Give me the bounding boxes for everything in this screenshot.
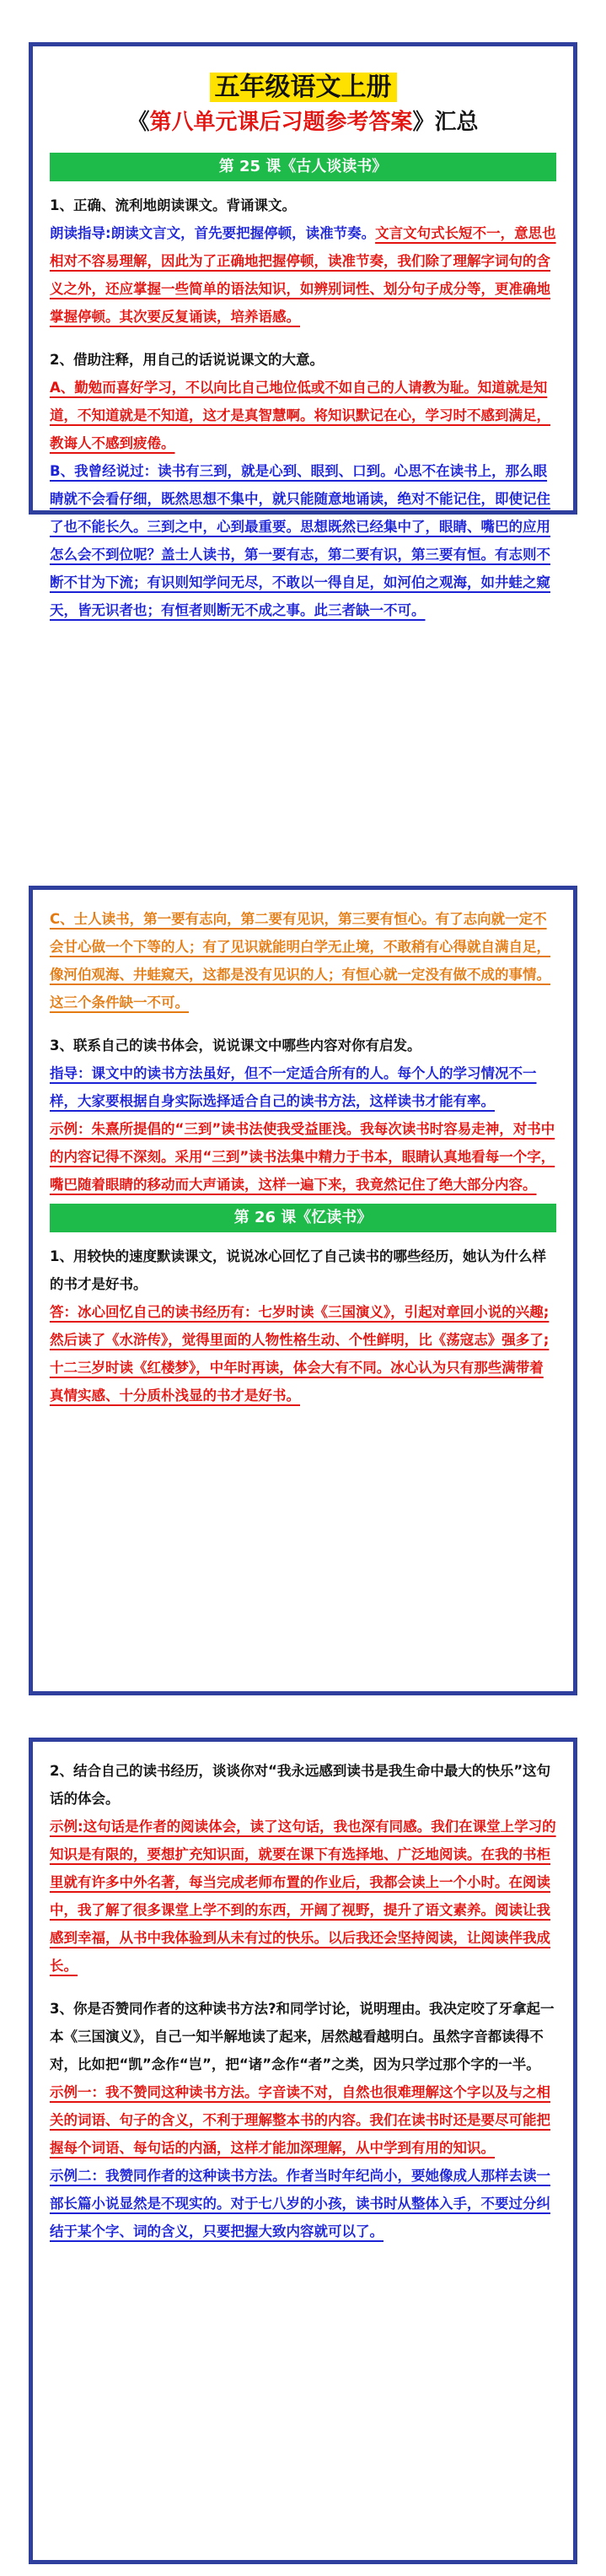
page-subtitle [50, 105, 556, 139]
subtitle-red: 第八单元课后习题参考答案 [149, 110, 413, 135]
answer-25-2-b: B、我曾经说过：读书有三到，就是心到、眼到、口到。心思不在读书上，那么眼睛就不会看仔细，既然思想不集中，就只能随意地诵读，绝对不能记住，即使记住了也不能长久。三到之中，心到最重要。思想既然已经集中了，眼睛、嘴巴的应用怎么会不到位呢？盖士人读书，第一要有志，第二要有识，第三要有恒。有志则不断不甘为下流；有识则知学问无尽，不敢以一得自足，如河伯之观海，如井蛙之窥天，皆无识者也；有恒者则断无不成之事。此三者缺一不可。 [50, 463, 550, 618]
question-25-2: 2、借助注释，用自己的话说说课文的大意。 [50, 352, 324, 368]
lesson-26-bar: 第 26 课《忆读书》 [50, 1204, 556, 1232]
answer-26-3-example-1: 示例一：我不赞同这种读书方法。字音读不对，自然也很难理解这个字以及与之相关的词语、句子的含义，不利于理解整本书的内容。我们在读书时还是要尽可能把握每个词语、每句话的内涵，这样才能加深理解，从中学到有用的知识。 [50, 2084, 550, 2156]
card-content [50, 1757, 556, 2245]
card-lesson-25-26 [29, 886, 577, 1695]
guide-detail: 文言文句式长短不一，意思也相对不容易理解，因此为了正确地把握停顿，读准节奏，我们除了理解字词句的含义之外，还应掌握一些简单的语法知识，如辨别词性、划分句子成分等，更准确地掌握停顿。其次要反复诵读，培养语感。 [50, 225, 556, 325]
answer-25-2-c: C、士人读书，第一要有志向，第二要有见识，第三要有恒心。有了志向就一定不会甘心做一个下等的人；有了见识就能明白学无止境，不敢稍有心得就自满自足，像河伯观海、井蛙窥天，这都是没有见识的人；有恒心就一定没有做不成的事情。这三个条件缺一不可。 [50, 911, 550, 1010]
card-content [50, 905, 556, 1409]
question-26-1: 1、用较快的速度默读课文，说说冰心回忆了自己读书的哪些经历，她认为什么样的书才是好书。 [50, 1248, 546, 1292]
card-lesson-25 [29, 42, 577, 618]
answer-25-1 [50, 219, 556, 331]
page-title-text: 五年级语文上册 [210, 73, 397, 102]
answer-26-3-example-2: 示例二：我赞同作者的这种读书方法。作者当时年纪尚小，要她像成人那样去读一部长篇小说显然是不现实的。对于七八岁的小孩，读书时从整体入手，不要过分纠结于某个字、词的含义，只要把握大致内容就可以了。 [50, 2168, 550, 2239]
answer-26-2: 示例:这句话是作者的阅读体会，读了这句话，我也深有同感。我们在课堂上学习的知识是有限的，要想扩充知识面，就要在课下有选择地、广泛地阅读。在我的书柜里就有许多中外名著，每当完成老师布置的作业后，我都会读上一个小时。在阅读中，我了解了很多课堂上学不到的东西，开阔了视野，提升了语文素养。阅读让我感到幸福，从书中我体验到从未有过的快乐。以后我还会坚持阅读，让阅读伴我成长。 [50, 1819, 556, 1974]
subtitle-close: 》汇总 [412, 110, 479, 135]
lesson-25-bar: 第 25 课《古人谈读书》 [50, 153, 556, 181]
answer-26-1: 答：冰心回忆自己的读书经历有：七岁时读《三国演义》，引起对章回小说的兴趣;然后读了《水浒传》，觉得里面的人物性格生动、个性鲜明，比《荡寇志》强多了;十二三岁时读《红楼梦》，中年时再读，体会大有不同。冰心认为只有那些满带着真情实感、十分质朴浅显的书才是好书。 [50, 1304, 550, 1404]
question-26-3: 3、你是否赞同作者的这种读书方法?和同学讨论，说明理由。我决定咬了牙拿起一本《三国演义》，自己一知半解地读了起来，居然越看越明白。虽然字音都读得不对，比如把“凯”念作“岂”，把“诸”念作“者”之类，因为只学过那个字的一半。 [50, 2001, 555, 2072]
question-26-2: 2、结合自己的读书经历，谈谈你对“我永远感到读书是我生命中最大的快乐”这句话的体会。 [50, 1763, 551, 1807]
question-25-3: 3、联系自己的读书体会，说说课文中哪些内容对你有启发。 [50, 1037, 421, 1054]
answer-25-3-example: 示例：朱熹所提倡的“三到”读书法使我受益匪浅。我每次读书时容易走神，对书中的内容记得不深刻。采用“三到”读书法集中精力于书本，眼睛认真地看每一个字，嘴巴随着眼睛的移动而大声诵读，这样一遍下来，我竟然记住了绝大部分内容。 [50, 1121, 555, 1193]
page-title [50, 70, 556, 105]
subtitle-open: 《 [127, 110, 150, 135]
answer-25-3-guide: 指导：课文中的读书方法虽好，但不一定适合所有的人。每个人的学习情况不一样，大家要根据自身实际选择适合自己的读书方法，这样读书才能有率。 [50, 1065, 537, 1109]
answer-25-2-a: A、勤勉而喜好学习，不以向比自己地位低或不如自己的人请教为耻。知道就是知道，不知道就是不知道，这才是真智慧啊。将知识默记在心，学习时不感到满足，教诲人不感到疲倦。 [50, 380, 550, 451]
card-content [50, 62, 556, 624]
card-lesson-26-cont [29, 1738, 577, 2564]
question-25-1: 1、正确、流利地朗读课文。背诵课文。 [50, 197, 296, 213]
guide-label: 朗读指导:朗读文言文，首先要把握停顿，读准节奏。 [50, 225, 376, 241]
